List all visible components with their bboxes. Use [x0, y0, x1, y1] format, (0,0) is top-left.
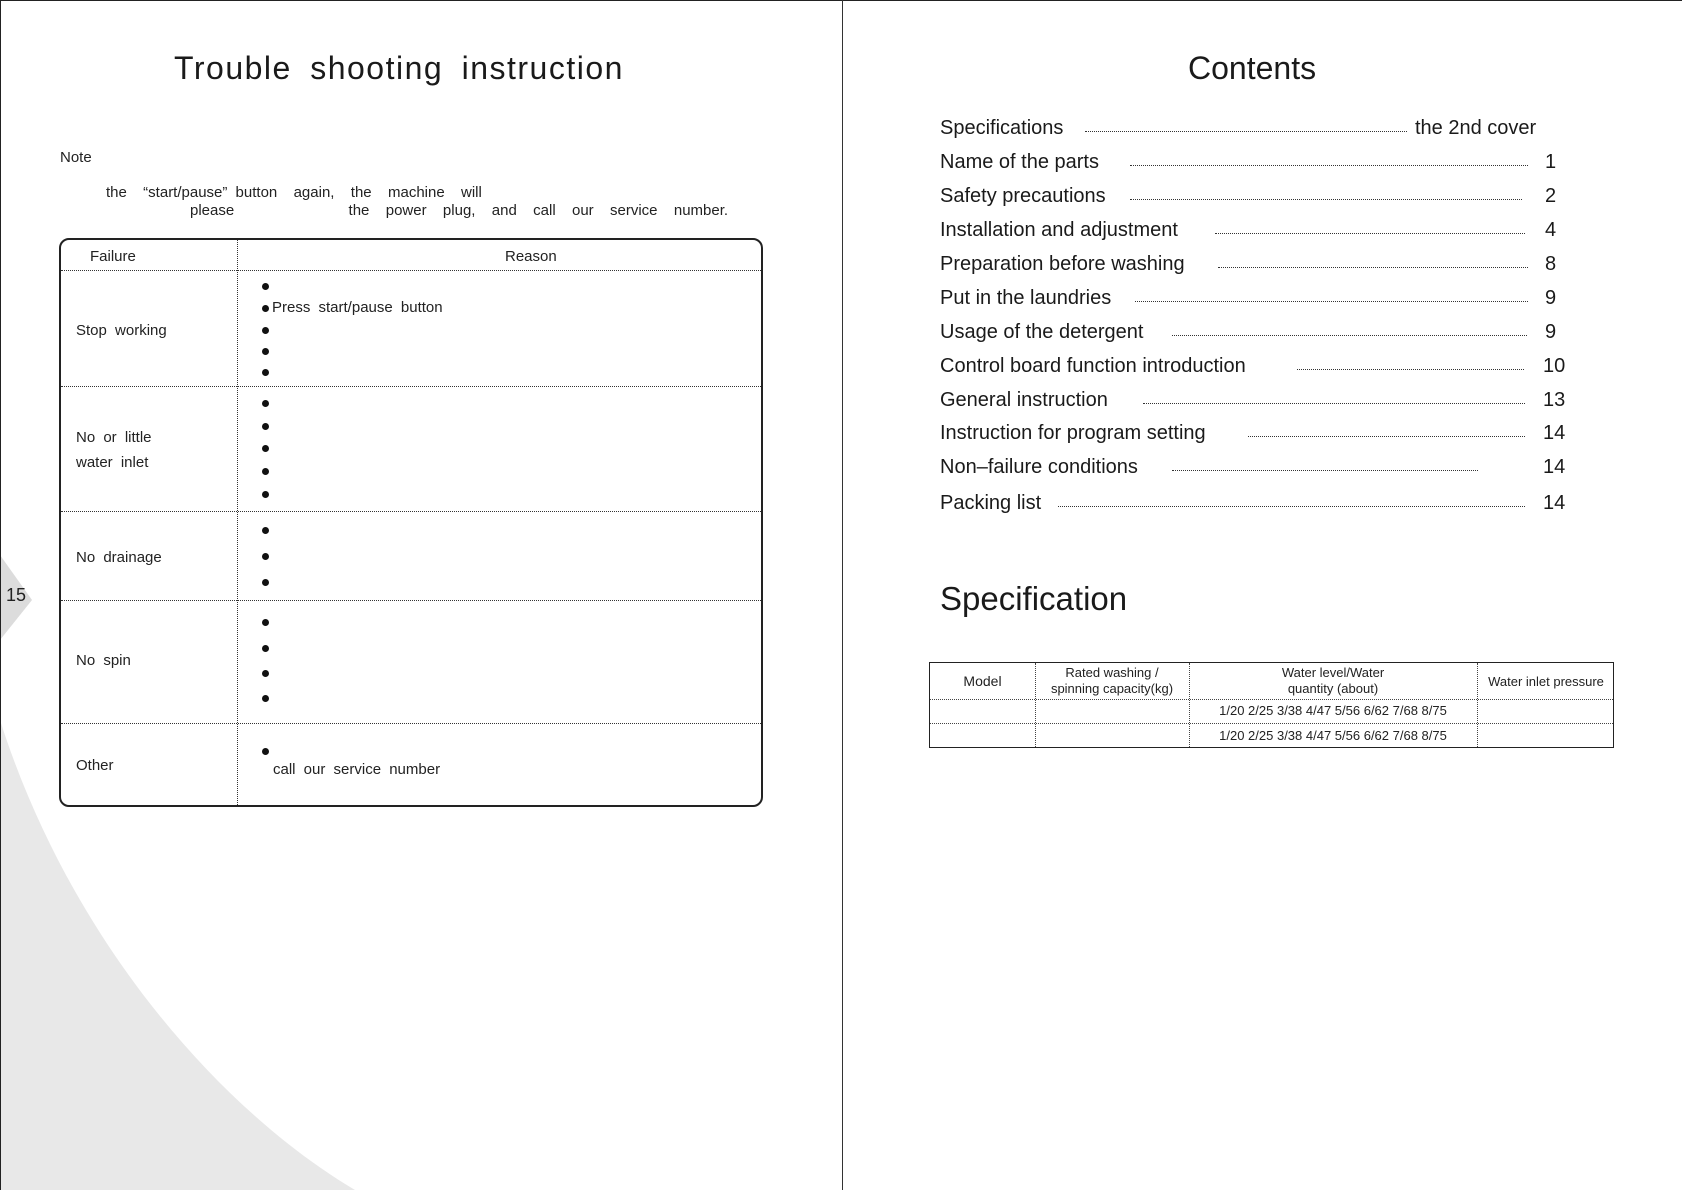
- toc-leader: [1297, 369, 1524, 370]
- note-label: Note: [60, 149, 92, 166]
- bullet: [262, 327, 269, 334]
- header-failure: Failure: [90, 248, 136, 265]
- bullet: [262, 695, 269, 702]
- row-divider: [61, 723, 761, 724]
- header-water-line2: quantity (about): [1287, 681, 1379, 696]
- toc-page: 9: [1545, 287, 1557, 309]
- bullet: [262, 305, 269, 312]
- toc-leader: [1248, 436, 1525, 437]
- toc-page: 14: [1543, 492, 1566, 514]
- bullet: [262, 619, 269, 626]
- toc-label: Installation and adjustment: [940, 219, 1178, 241]
- page-number: 15: [6, 585, 27, 605]
- toc-label: Put in the laundries: [940, 287, 1112, 309]
- bullet: [262, 553, 269, 560]
- bullet: [262, 369, 269, 376]
- failure-no-drainage: No drainage: [76, 549, 162, 566]
- toc-item: [940, 287, 1570, 315]
- failure-no-spin: No spin: [76, 652, 131, 669]
- header-reason: Reason: [505, 248, 557, 265]
- header-pressure: Water inlet pressure: [1488, 674, 1604, 689]
- toc-leader: [1143, 403, 1525, 404]
- header-capacity-line1: Rated washing /: [1065, 665, 1159, 680]
- note-text-line2: please the power plug, and call our service number.: [190, 202, 729, 219]
- bullet: [262, 527, 269, 534]
- bullet: [262, 645, 269, 652]
- specification-table: [929, 662, 1614, 748]
- toc-item: [940, 151, 1570, 179]
- toc-item: [940, 456, 1570, 484]
- toc-leader: [1135, 301, 1528, 302]
- toc-page: 8: [1545, 253, 1557, 275]
- reason-text: call our service number: [273, 761, 441, 778]
- toc-label: Safety precautions: [940, 185, 1106, 207]
- bullet: [262, 348, 269, 355]
- bullet: [262, 670, 269, 677]
- bullet: [262, 748, 269, 755]
- bullet: [262, 423, 269, 430]
- row-divider: [61, 511, 761, 512]
- toc-leader: [1172, 470, 1478, 471]
- toc-item: [940, 321, 1570, 349]
- toc-page: 4: [1545, 219, 1557, 241]
- toc-item: [940, 389, 1570, 417]
- toc-label: Name of the parts: [940, 151, 1099, 173]
- toc-label: Non–failure conditions: [940, 456, 1138, 478]
- failure-other: Other: [76, 757, 114, 774]
- reason-text: Press start/pause button: [272, 299, 443, 316]
- bullet: [262, 468, 269, 475]
- row-divider: [930, 699, 1613, 700]
- column-divider: [237, 240, 238, 805]
- contents-title: Contents: [1188, 50, 1317, 86]
- toc-page: the 2nd cover: [1415, 117, 1537, 139]
- cell-water-quantity: 1/20 2/25 3/38 4/47 5/56 6/62 7/68 8/75: [1219, 703, 1447, 718]
- toc-page: 1: [1545, 151, 1557, 173]
- troubleshooting-table: [59, 238, 763, 807]
- toc-item: [940, 219, 1570, 247]
- toc-item: [940, 492, 1570, 520]
- header-divider: [61, 270, 761, 271]
- toc-label: Usage of the detergent: [940, 321, 1144, 343]
- bullet: [262, 579, 269, 586]
- toc-leader: [1085, 131, 1407, 132]
- toc-leader: [1130, 165, 1528, 166]
- toc-page: 14: [1543, 456, 1566, 478]
- header-water-line1: Water level/Water: [1281, 665, 1385, 680]
- toc-item: [940, 185, 1570, 213]
- bullet: [262, 400, 269, 407]
- toc-item: [940, 422, 1570, 450]
- toc-label: Control board function introduction: [940, 355, 1246, 377]
- row-divider: [61, 600, 761, 601]
- bullet: [262, 491, 269, 498]
- bullet: [262, 445, 269, 452]
- row-divider: [61, 386, 761, 387]
- toc-leader: [1058, 506, 1525, 507]
- toc-leader: [1218, 267, 1528, 268]
- toc-page: 2: [1545, 185, 1557, 207]
- toc-page: 9: [1545, 321, 1557, 343]
- toc-leader: [1215, 233, 1525, 234]
- toc-page: 14: [1543, 422, 1566, 444]
- toc-leader: [1130, 199, 1522, 200]
- toc-label: Preparation before washing: [940, 253, 1185, 275]
- cell-water-quantity: 1/20 2/25 3/38 4/47 5/56 6/62 7/68 8/75: [1219, 728, 1447, 743]
- header-model: Model: [963, 673, 1002, 689]
- note-text-line1: the “start/pause” button again, the machine will: [106, 184, 482, 201]
- row-divider: [930, 723, 1613, 724]
- page-title: Trouble shooting instruction: [174, 50, 624, 86]
- header-capacity-line2: spinning capacity(kg): [1050, 681, 1174, 696]
- toc-label: Instruction for program setting: [940, 422, 1206, 444]
- toc-item: [940, 253, 1570, 281]
- bullet: [262, 283, 269, 290]
- toc-page: 13: [1543, 389, 1566, 411]
- specification-title: Specification: [940, 580, 1128, 617]
- toc-label: Packing list: [940, 492, 1042, 514]
- failure-water-inlet-line1: No or little: [76, 429, 152, 446]
- toc-label: General instruction: [940, 389, 1108, 411]
- toc-item: [940, 117, 1570, 145]
- failure-water-inlet-line2: water inlet: [76, 454, 149, 471]
- toc-item: [940, 355, 1570, 383]
- failure-stop-working: Stop working: [76, 322, 167, 339]
- toc-page: 10: [1543, 355, 1566, 377]
- toc-label: Specifications: [940, 117, 1064, 139]
- toc-leader: [1172, 335, 1527, 336]
- book-spine: [842, 0, 843, 1190]
